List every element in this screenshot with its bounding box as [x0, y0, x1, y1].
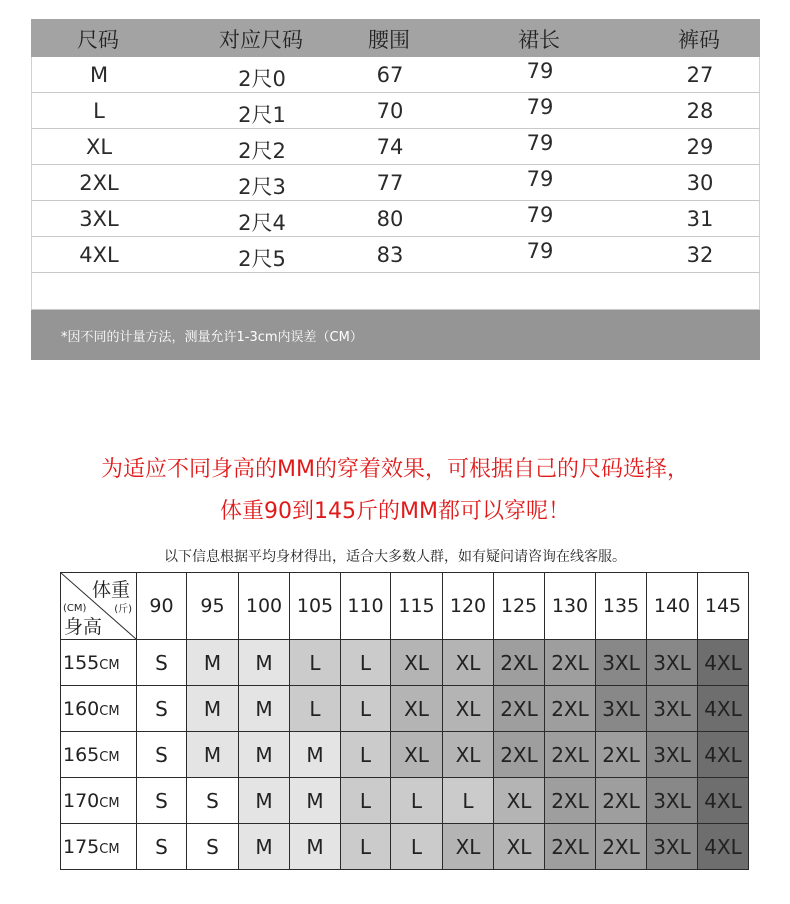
table-cell: 74	[376, 135, 404, 159]
size-cell: M	[239, 824, 290, 870]
weight-label: 体重	[91, 579, 130, 601]
size-cell: 2XL	[596, 778, 647, 824]
height-unit-label: CM	[99, 749, 120, 765]
fit-grid-header	[61, 573, 749, 640]
size-cell: L	[391, 778, 443, 824]
size-cell: M	[290, 824, 341, 870]
header-skirt-length: 裙长	[518, 28, 560, 52]
table-row	[31, 57, 760, 93]
size-cell: 2XL	[494, 640, 545, 686]
fit-row	[61, 640, 749, 686]
table-cell: 77	[376, 171, 404, 195]
size-table	[31, 19, 760, 360]
size-cell: M	[187, 640, 239, 686]
height-value: 170	[63, 789, 100, 812]
size-cell: L	[290, 640, 341, 686]
size-cell: 4XL	[698, 686, 749, 732]
info-text: 以下信息根据平均身材得出，适合大多数人群，如有疑问请咨询在线客服。	[164, 549, 626, 565]
blank-row	[31, 273, 760, 310]
weight-header: 120	[443, 573, 494, 640]
table-cell: 80	[376, 207, 404, 231]
recommendation-line-2: 体重90到145斤的MM都可以穿呢！	[220, 499, 570, 524]
size-cell: XL	[494, 778, 545, 824]
size-cell: S	[137, 732, 187, 778]
header-waist: 腰围	[368, 28, 410, 52]
table-row	[31, 165, 760, 201]
measurement-note: *因不同的计量方法，测量允许1-3cm内误差（CM）	[31, 310, 760, 360]
height-unit-label: CM	[99, 795, 120, 811]
weight-header: 90	[137, 573, 187, 640]
size-cell: 2XL	[596, 824, 647, 870]
weight-header: 115	[391, 573, 443, 640]
height-cell	[61, 686, 137, 732]
height-cell	[61, 778, 137, 824]
weight-header: 105	[290, 573, 341, 640]
size-cell: 4XL	[698, 640, 749, 686]
size-cell: L	[341, 778, 391, 824]
size-cell: M	[187, 686, 239, 732]
weight-header: 125	[494, 573, 545, 640]
size-cell: S	[187, 824, 239, 870]
table-cell: 28	[686, 99, 714, 123]
table-cell: 83	[376, 243, 404, 267]
recommendation-line-1: 为适应不同身高的MM的穿着效果，可根据自己的尺码选择，	[101, 457, 689, 482]
fit-row	[61, 686, 749, 732]
size-cell: XL	[391, 686, 443, 732]
table-cell: 70	[376, 99, 404, 123]
size-cell: L	[391, 824, 443, 870]
size-cell: M	[290, 778, 341, 824]
table-cell: 79	[526, 95, 554, 119]
table-cell: 79	[526, 167, 554, 191]
size-cell: M	[239, 640, 290, 686]
header-size: 尺码	[77, 28, 119, 52]
size-cell: S	[137, 778, 187, 824]
weight-unit: (斤)	[114, 604, 132, 615]
height-unit: (CM)	[63, 603, 87, 614]
size-cell: 4XL	[698, 778, 749, 824]
table-cell: XL	[85, 135, 113, 159]
size-cell: 2XL	[545, 686, 596, 732]
table-cell: 4XL	[79, 243, 119, 267]
height-label: 身高	[64, 616, 103, 638]
size-cell: L	[341, 824, 391, 870]
table-cell: 79	[526, 131, 554, 155]
size-cell: XL	[443, 732, 494, 778]
size-cell: 3XL	[647, 824, 698, 870]
table-cell: 2XL	[79, 171, 119, 195]
size-cell: 4XL	[698, 824, 749, 870]
size-cell: 3XL	[647, 732, 698, 778]
size-cell: 2XL	[545, 732, 596, 778]
table-cell: 79	[526, 203, 554, 227]
size-cell: S	[137, 640, 187, 686]
size-cell: S	[137, 686, 187, 732]
height-cell	[61, 732, 137, 778]
height-cell	[61, 824, 137, 870]
table-cell: 2尺2	[238, 139, 286, 163]
size-cell: M	[239, 778, 290, 824]
height-value: 155	[63, 651, 100, 674]
size-cell: M	[239, 732, 290, 778]
size-cell: M	[290, 732, 341, 778]
table-row	[31, 93, 760, 129]
height-unit-label: CM	[99, 703, 120, 719]
size-cell: 2XL	[545, 778, 596, 824]
size-cell: M	[187, 732, 239, 778]
weight-header: 140	[647, 573, 698, 640]
height-value: 175	[63, 835, 100, 858]
height-unit-label: CM	[99, 657, 120, 673]
table-row	[31, 129, 760, 165]
size-cell: XL	[391, 732, 443, 778]
table-cell: 2尺3	[238, 175, 286, 199]
fit-grid	[60, 572, 749, 870]
size-cell: 2XL	[545, 824, 596, 870]
size-cell: L	[341, 732, 391, 778]
size-cell: XL	[443, 824, 494, 870]
size-cell: 2XL	[545, 640, 596, 686]
size-cell: 2XL	[596, 732, 647, 778]
table-cell: 79	[526, 239, 554, 263]
table-cell: 31	[686, 207, 714, 231]
height-value: 160	[63, 697, 100, 720]
table-cell: 67	[376, 63, 404, 87]
header-equivalent-size: 对应尺码	[219, 28, 303, 52]
size-cell: 2XL	[494, 686, 545, 732]
table-cell: 3XL	[79, 207, 119, 231]
table-cell: 2尺1	[238, 103, 286, 127]
table-cell: 30	[686, 171, 714, 195]
size-cell: XL	[443, 640, 494, 686]
table-cell: 29	[686, 135, 714, 159]
height-value: 165	[63, 743, 100, 766]
size-cell: M	[239, 686, 290, 732]
corner-cell	[61, 573, 137, 640]
table-cell: 2尺0	[238, 67, 286, 91]
weight-header: 95	[187, 573, 239, 640]
size-cell: XL	[391, 640, 443, 686]
size-cell: L	[290, 686, 341, 732]
height-cell	[61, 640, 137, 686]
size-cell: 3XL	[596, 640, 647, 686]
size-cell: 3XL	[596, 686, 647, 732]
size-cell: L	[341, 640, 391, 686]
size-cell: S	[137, 824, 187, 870]
weight-header: 100	[239, 573, 290, 640]
size-cell: 2XL	[494, 732, 545, 778]
fit-row	[61, 778, 749, 824]
table-cell: 2尺5	[238, 247, 286, 271]
table-row	[31, 201, 760, 237]
size-cell: 4XL	[698, 732, 749, 778]
table-cell: 2尺4	[238, 211, 286, 235]
size-cell: S	[187, 778, 239, 824]
size-cell: 3XL	[647, 640, 698, 686]
height-unit-label: CM	[99, 841, 120, 857]
weight-header: 110	[341, 573, 391, 640]
weight-header: 135	[596, 573, 647, 640]
table-cell: 79	[526, 59, 554, 83]
size-cell: XL	[443, 686, 494, 732]
weight-header: 145	[698, 573, 749, 640]
table-cell: M	[89, 63, 109, 87]
table-row	[31, 237, 760, 273]
table-cell: L	[93, 99, 105, 123]
size-cell: 3XL	[647, 686, 698, 732]
weight-header: 130	[545, 573, 596, 640]
fit-row	[61, 732, 749, 778]
size-cell: XL	[494, 824, 545, 870]
size-cell: 3XL	[647, 778, 698, 824]
table-cell: 32	[686, 243, 714, 267]
size-cell: L	[341, 686, 391, 732]
fit-row	[61, 824, 749, 870]
size-cell: L	[443, 778, 494, 824]
size-table-header	[31, 19, 760, 57]
header-pants-size: 裤码	[678, 28, 720, 52]
table-cell: 27	[686, 63, 714, 87]
